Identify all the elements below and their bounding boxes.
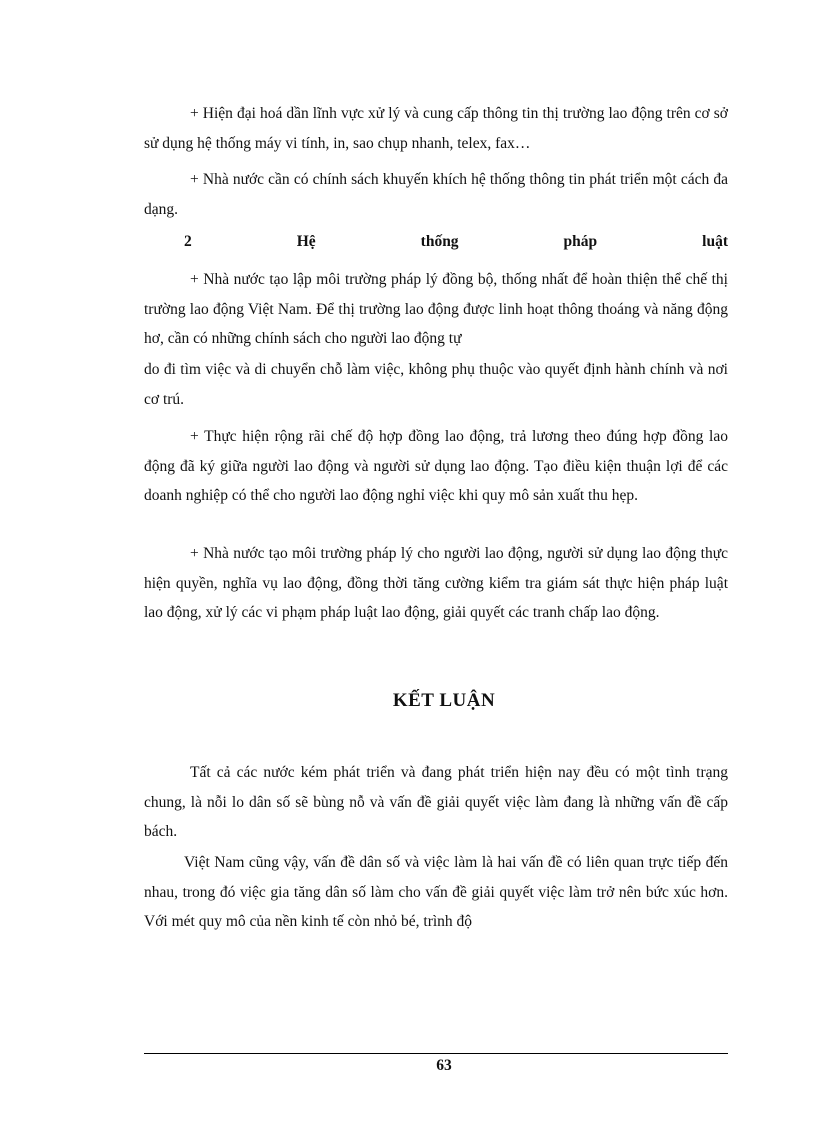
- section-number: 2: [184, 233, 192, 250]
- chapter-title: KẾT LUẬN: [392, 690, 496, 711]
- paragraph-job-freedom: [144, 355, 728, 414]
- paragraph-text: + Nhà nước tạo môi trường pháp lý cho người lao động, người sử dụng lao động thực hiện quyền, nghĩa vụ lao động, đồng thời tăng cường kiểm tra giám sát thực hiện pháp luật lao động, xử lý các vi phạm pháp luật lao động, giải quyết các tranh chấp lao động.: [144, 545, 728, 621]
- paragraph-text: Việt Nam cũng vậy, vấn đề dân số và việc làm là hai vấn đề có liên quan trực tiếp đến nhau, trong đó việc gia tăng dân số làm cho vấn đề giải quyết việc làm trở nên bức xúc hơn. Với mét quy mô của nền kinh tế còn nhỏ bé, trình độ: [144, 854, 728, 930]
- paragraph-text: do đi tìm việc và di chuyển chỗ làm việc, không phụ thuộc vào quyết định hành chính và nơi cơ trú.: [144, 361, 728, 408]
- paragraph-information-policy: [144, 165, 728, 224]
- footer-divider: [144, 1053, 728, 1054]
- paragraph-text: + Thực hiện rộng rãi chế độ hợp đồng lao động, trả lương theo đúng hợp đồng lao động đã ký giữa người lao động và người sử dụng lao động. Tạo điều kiện thuận lợi để các doanh nghiệp có thể cho người lao động nghỉ việc khi quy mô sản xuất thu hẹp.: [144, 428, 728, 504]
- paragraph-text: + Nhà nước tạo lập môi trường pháp lý đồng bộ, thống nhất để hoàn thiện thể chế thị trường lao động Việt Nam. Để thị trường lao động được linh hoạt thông thoáng và năng động hơ, cần có những chính sách cho người lao động tự: [144, 271, 728, 347]
- section-heading-legal-system: [184, 227, 728, 256]
- section-heading-word: pháp: [563, 233, 598, 250]
- paragraph-text: + Nhà nước cần có chính sách khuyến khích hệ thống thông tin phát triển một cách đa dạng.: [144, 171, 728, 218]
- paragraph-legal-environment: [144, 265, 728, 354]
- paragraph-text: Tất cả các nước kém phát triển và đang phát triển hiện nay đều có một tình trạng chung, là nỗi lo dân số sẽ bùng nỗ và vấn đề giải quyết việc làm đang là những vấn đề cấp bách.: [144, 764, 728, 840]
- paragraph-labor-contracts: [144, 422, 728, 511]
- page-number: 63: [436, 1057, 452, 1074]
- paragraph-modernize-information: [144, 99, 728, 158]
- paragraph-text: + Hiện đại hoá dần lĩnh vực xử lý và cung cấp thông tin thị trường lao động trên cơ sở sử dụng hệ thống máy vi tính, in, sao chụp nhanh, telex, fax…: [144, 105, 728, 152]
- paragraph-labor-rights: [144, 539, 728, 628]
- section-heading-word: Hệ: [296, 233, 316, 250]
- section-heading-word: luật: [702, 233, 728, 250]
- section-heading-word: thống: [420, 233, 459, 250]
- paragraph-conclusion-intro: [144, 758, 728, 847]
- paragraph-vietnam-population: [144, 848, 728, 937]
